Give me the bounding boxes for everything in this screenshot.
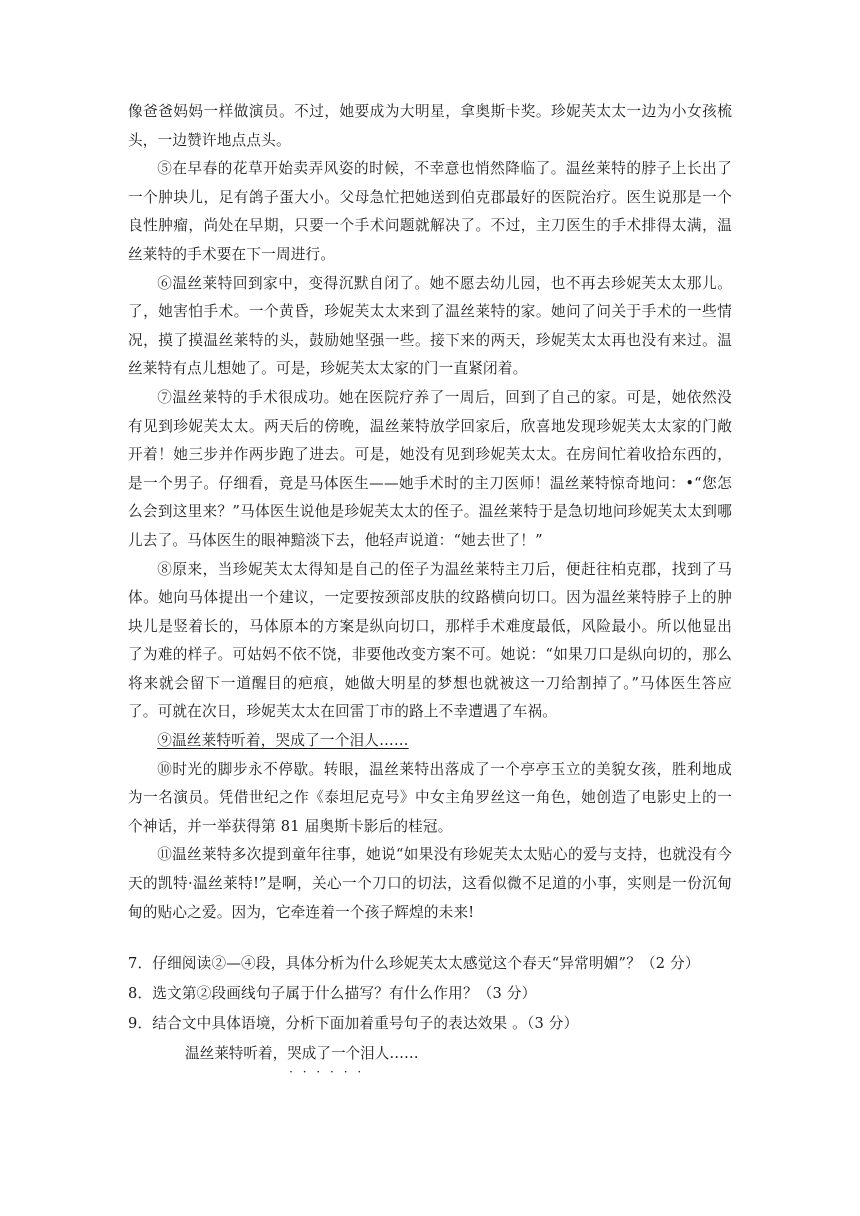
question-9: 9．结合文中具体语境，分析下面加着重号句子的表达效果 。（3 分） — [128, 1015, 579, 1033]
quote-emphasized-text: 哭成了一个泪人 · · · — [287, 1045, 389, 1062]
underlined-sentence: ⑨温丝莱特听着，哭成了一个泪人…… — [157, 732, 409, 750]
question-7: 7．仔细阅读②—④段，具体分析为什么珍妮芙太太感觉这个春天“异常明媚”？（2 分） — [128, 955, 700, 973]
paragraph-5: ⑤在早春的花草开始卖弄风姿的时候，不幸意也悄然降临了。温丝莱特的脖子上长出了一个肿块儿，足有鸽子蛋大小。父母急忙把她送到伯克郡最好的医院治疗。医生说那是一个良性肿瘤，尚处在早期，只要一个手术问题就解决了。不过，主刀医生的手术排得太满，温丝莱特的手术要在下一周进行。 — [128, 160, 732, 263]
paragraph-continued: 像爸爸妈妈一样做演员。不过，她要成为大明星，拿奥斯卡奖。珍妮芙太太一边为小女孩梳头，一边赞许地点点头。 — [128, 103, 732, 149]
paragraph-8: ⑧原来，当珍妮芙太太得知是自己的侄子为温丝莱特主刀后，便赶往柏克郡，找到了马体。她向马体提出一个建议，一定要按颈部皮肤的纹路横向切口。因为温丝莱特脖子上的肿块儿是竖着长的，马体原本的方案是纵向切口，那样手术难度最低，风险最小。所以他显出了为难的样子。可姑妈不依不饶，非要他改变方案不可。她说：“如果刀口是纵向切的，那么将来就会留下一道醒目的疤痕，她做大明星的梦想也就被这一刀给割掉了。”马体医生答应了。可就在次日，珍妮芙太太在回雷丁市的路上不幸遭遇了车祸。 — [128, 560, 732, 721]
quote-plain-text: 温丝莱特听着， — [185, 1045, 288, 1063]
questions-section — [128, 949, 732, 1069]
paragraph-6: ⑥温丝莱特回到家中，变得沉默自闭了。她不愿去幼儿园，也不再去珍妮芙太太那儿。了，她害怕手术。一个黄昏，珍妮芙太太来到了温丝莱特的家。她问了问关于手术的一些情况，摸了摸温丝莱特的头，鼓励她坚强一些。接下来的两天，珍妮芙太太再也没有来过。温丝莱特有点儿想她了。可是，珍妮芙太太家的门一直紧闭着。 — [128, 274, 732, 378]
paragraph-11: ⑪温丝莱特多次提到童年往事，她说“如果没有珍妮芙太太贴心的爱与支持，也就没有今天的凯特·温丝莱特!”是啊，关心一个刀口的切法，这看似微不足道的小事，实则是一份沉甸甸的贴心之爱。因为，它牵连着一个孩子辉煌的未来! — [128, 846, 732, 921]
quote-tail-text: …… — [389, 1045, 419, 1063]
paragraph-7: ⑦温丝莱特的手术很成功。她在医院疗养了一周后，回到了自己的家。可是，她依然没有见到珍妮芙太太。两天后的傍晚，温丝莱特放学回家后，欣喜地发现珍妮芙太太家的门敞开着！她三步并作两步跑了进去。可是，她没有见到珍妮芙太太。在房间忙着收拾东西的，是一个男子。仔细看，竟是马体医生——她手术时的主刀医师！温丝莱特惊奇地问：•“您怎么会到这里来？”马体医生说他是珍妮芙太太的侄子。温丝莱特于是急切地问珍妮芙太太到哪儿去了。马体医生的眼神黯淡下去，他轻声说道：“她去世了！” — [128, 388, 732, 549]
question-9-quote — [128, 1039, 732, 1069]
paragraph-10: ⑩时光的脚步永不停歇。转眼，温丝莱特出落成了一个亭亭玉立的美貌女孩，胜利地成为一名演员。凭借世纪之作《泰坦尼克号》中女主角罗丝这一角色，她创造了电影史上的一个神话，并一举获得第 81 届奥斯卡影后的桂冠。 — [128, 760, 732, 835]
paragraph-9 — [128, 727, 732, 756]
reading-passage — [128, 98, 732, 927]
question-8: 8．选文第②段画线句子属于什么描写？有什么作用？（3 分） — [128, 985, 537, 1003]
